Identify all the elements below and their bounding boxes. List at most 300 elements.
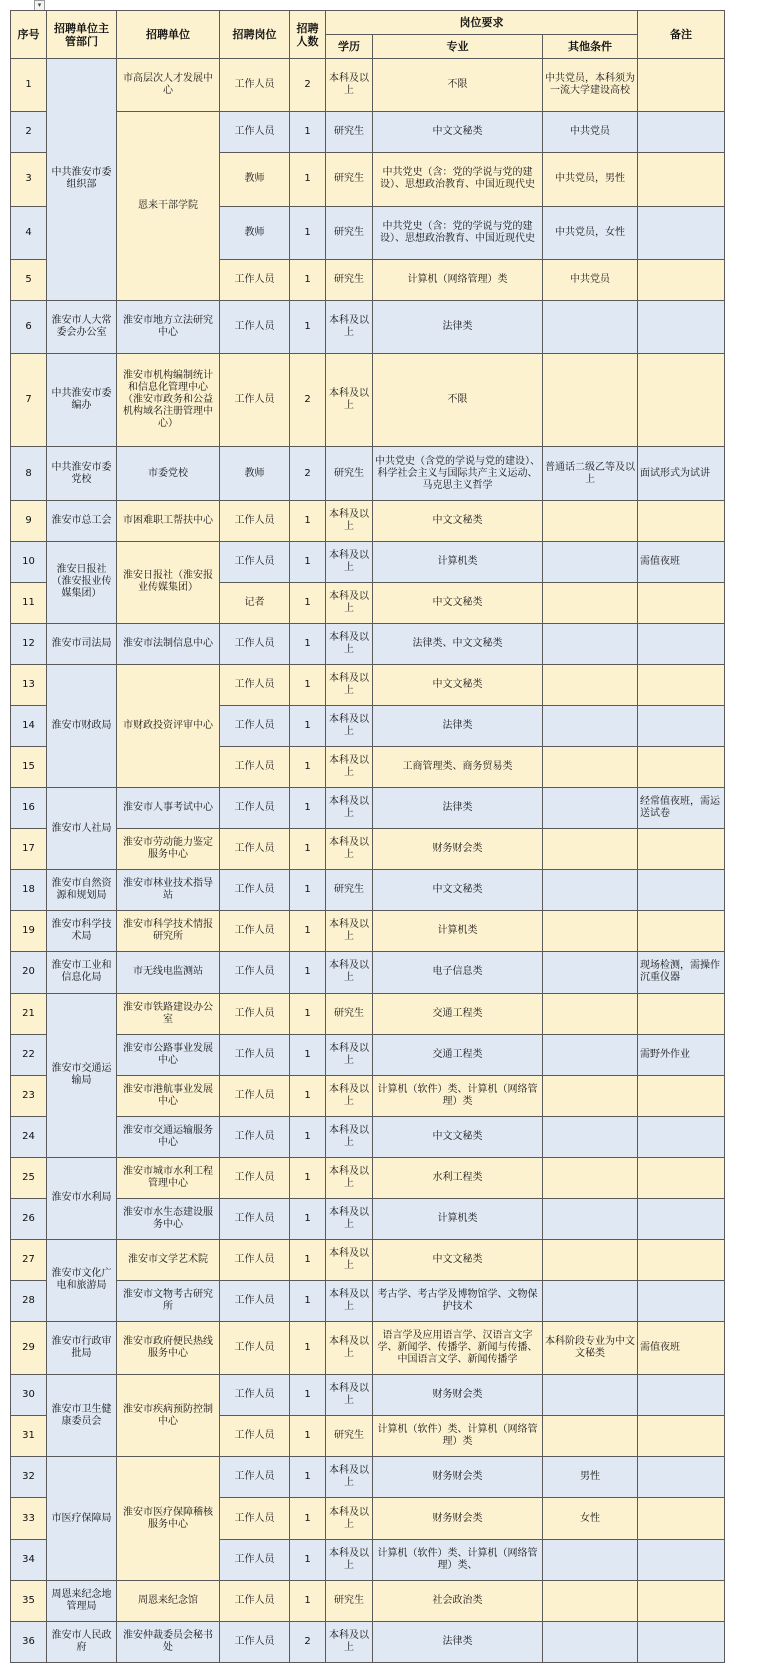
post-cell: 工作人员 xyxy=(220,829,290,870)
major-cell: 计算机类 xyxy=(373,541,543,582)
education-cell: 本科及以上 xyxy=(326,1322,373,1375)
seq-cell: 35 xyxy=(11,1580,47,1621)
table-row xyxy=(11,993,725,1034)
seq-cell: 31 xyxy=(11,1416,47,1457)
dept-cell: 淮安市自然资源和规划局 xyxy=(47,870,117,911)
major-cell: 计算机（软件）类、计算机（网络管理）类、 xyxy=(373,1539,543,1580)
dept-cell: 淮安日报社（淮安报业传媒集团） xyxy=(47,541,117,623)
count-cell: 1 xyxy=(290,541,326,582)
other-cell xyxy=(543,354,638,447)
other-cell xyxy=(543,1580,638,1621)
seq-cell: 20 xyxy=(11,952,47,993)
education-cell: 本科及以上 xyxy=(326,1457,373,1498)
other-cell xyxy=(543,623,638,664)
other-cell xyxy=(543,911,638,952)
note-cell xyxy=(638,1239,725,1280)
count-cell: 1 xyxy=(290,870,326,911)
note-cell: 需值夜班 xyxy=(638,541,725,582)
count-cell: 1 xyxy=(290,259,326,300)
major-cell: 中文文秘类 xyxy=(373,665,543,706)
table-row xyxy=(11,1116,725,1157)
major-cell: 法律类、中文文秘类 xyxy=(373,623,543,664)
post-cell: 教师 xyxy=(220,153,290,206)
note-cell: 经常值夜班，需运送试卷 xyxy=(638,788,725,829)
major-cell: 中文文秘类 xyxy=(373,112,543,153)
unit-cell: 淮安市人事考试中心 xyxy=(117,788,220,829)
other-cell xyxy=(543,1239,638,1280)
post-cell: 工作人员 xyxy=(220,952,290,993)
table-row xyxy=(11,1322,725,1375)
note-cell xyxy=(638,354,725,447)
post-cell: 工作人员 xyxy=(220,1580,290,1621)
post-cell: 工作人员 xyxy=(220,1239,290,1280)
count-cell: 1 xyxy=(290,300,326,353)
major-cell: 中文文秘类 xyxy=(373,582,543,623)
count-cell: 1 xyxy=(290,1498,326,1539)
dept-cell: 淮安市水利局 xyxy=(47,1157,117,1239)
post-cell: 工作人员 xyxy=(220,1034,290,1075)
count-cell: 1 xyxy=(290,1322,326,1375)
post-cell: 工作人员 xyxy=(220,870,290,911)
count-cell: 1 xyxy=(290,1539,326,1580)
unit-cell: 淮安市疾病预防控制中心 xyxy=(117,1375,220,1457)
note-cell xyxy=(638,500,725,541)
major-cell: 电子信息类 xyxy=(373,952,543,993)
major-cell: 财务财会类 xyxy=(373,1498,543,1539)
other-cell xyxy=(543,952,638,993)
count-cell: 1 xyxy=(290,665,326,706)
post-cell: 教师 xyxy=(220,447,290,500)
seq-cell: 16 xyxy=(11,788,47,829)
education-cell: 本科及以上 xyxy=(326,706,373,747)
post-cell: 工作人员 xyxy=(220,665,290,706)
note-cell xyxy=(638,1498,725,1539)
unit-cell: 淮安市港航事业发展中心 xyxy=(117,1075,220,1116)
table-row xyxy=(11,829,725,870)
seq-cell: 36 xyxy=(11,1621,47,1662)
note-cell xyxy=(638,747,725,788)
post-cell: 工作人员 xyxy=(220,1075,290,1116)
post-cell: 工作人员 xyxy=(220,500,290,541)
other-cell xyxy=(543,1075,638,1116)
unit-cell: 淮安市医疗保障稽核服务中心 xyxy=(117,1457,220,1580)
header-education: 学历 xyxy=(326,35,373,59)
count-cell: 1 xyxy=(290,1116,326,1157)
note-cell xyxy=(638,665,725,706)
other-cell xyxy=(543,1280,638,1321)
post-cell: 工作人员 xyxy=(220,1375,290,1416)
seq-cell: 18 xyxy=(11,870,47,911)
post-cell: 工作人员 xyxy=(220,59,290,112)
major-cell: 计算机（网络管理）类 xyxy=(373,259,543,300)
major-cell: 中文文秘类 xyxy=(373,1239,543,1280)
seq-cell: 4 xyxy=(11,206,47,259)
seq-cell: 21 xyxy=(11,993,47,1034)
unit-cell: 市财政投资评审中心 xyxy=(117,665,220,788)
table-move-handle[interactable]: ▾ xyxy=(34,0,45,11)
table-row xyxy=(11,1157,725,1198)
major-cell: 法律类 xyxy=(373,706,543,747)
unit-cell: 淮安市机构编制统计和信息化管理中心（淮安市政务和公益机构域名注册管理中心） xyxy=(117,354,220,447)
table-row xyxy=(11,870,725,911)
dept-cell: 淮安市卫生健康委员会 xyxy=(47,1375,117,1457)
dept-cell: 淮安市交通运输局 xyxy=(47,993,117,1157)
count-cell: 1 xyxy=(290,112,326,153)
education-cell: 本科及以上 xyxy=(326,1198,373,1239)
dept-cell: 中共淮安市委组织部 xyxy=(47,59,117,301)
education-cell: 本科及以上 xyxy=(326,788,373,829)
other-cell xyxy=(543,541,638,582)
other-cell xyxy=(543,1157,638,1198)
seq-cell: 27 xyxy=(11,1239,47,1280)
education-cell: 本科及以上 xyxy=(326,582,373,623)
header-count: 招聘人数 xyxy=(290,11,326,59)
count-cell: 1 xyxy=(290,1580,326,1621)
education-cell: 本科及以上 xyxy=(326,1239,373,1280)
table-row xyxy=(11,1580,725,1621)
unit-cell: 淮安日报社（淮安报业传媒集团） xyxy=(117,541,220,623)
table-row xyxy=(11,1198,725,1239)
note-cell xyxy=(638,59,725,112)
note-cell xyxy=(638,1198,725,1239)
major-cell: 计算机（软件）类、计算机（网络管理）类 xyxy=(373,1075,543,1116)
post-cell: 工作人员 xyxy=(220,112,290,153)
post-cell: 工作人员 xyxy=(220,1280,290,1321)
major-cell: 水利工程类 xyxy=(373,1157,543,1198)
table-row xyxy=(11,665,725,706)
seq-cell: 26 xyxy=(11,1198,47,1239)
note-cell xyxy=(638,153,725,206)
seq-cell: 32 xyxy=(11,1457,47,1498)
table-row xyxy=(11,1280,725,1321)
education-cell: 研究生 xyxy=(326,1580,373,1621)
major-cell: 中共党史（含党的学说与党的建设）、科学社会主义与国际共产主义运动、马克思主义哲学 xyxy=(373,447,543,500)
post-cell: 教师 xyxy=(220,206,290,259)
post-cell: 工作人员 xyxy=(220,706,290,747)
note-cell xyxy=(638,829,725,870)
education-cell: 本科及以上 xyxy=(326,59,373,112)
other-cell xyxy=(543,665,638,706)
other-cell xyxy=(543,747,638,788)
count-cell: 1 xyxy=(290,206,326,259)
major-cell: 语言学及应用语言学、汉语言文字学、新闻学、传播学、新闻与传播、中国语言文学、新闻传播学 xyxy=(373,1322,543,1375)
table-row xyxy=(11,1375,725,1416)
education-cell: 本科及以上 xyxy=(326,541,373,582)
count-cell: 1 xyxy=(290,993,326,1034)
note-cell xyxy=(638,259,725,300)
count-cell: 1 xyxy=(290,1457,326,1498)
dept-cell: 淮安市人大常委会办公室 xyxy=(47,300,117,353)
seq-cell: 34 xyxy=(11,1539,47,1580)
other-cell xyxy=(543,300,638,353)
table-row xyxy=(11,354,725,447)
seq-cell: 7 xyxy=(11,354,47,447)
education-cell: 研究生 xyxy=(326,259,373,300)
other-cell: 女性 xyxy=(543,1498,638,1539)
dept-cell: 淮安市人社局 xyxy=(47,788,117,870)
count-cell: 1 xyxy=(290,582,326,623)
count-cell: 1 xyxy=(290,747,326,788)
count-cell: 1 xyxy=(290,1034,326,1075)
other-cell: 中共党员 xyxy=(543,259,638,300)
note-cell xyxy=(638,623,725,664)
unit-cell: 淮安市铁路建设办公室 xyxy=(117,993,220,1034)
major-cell: 计算机（软件）类、计算机（网络管理）类 xyxy=(373,1416,543,1457)
unit-cell: 淮安市文物考古研究所 xyxy=(117,1280,220,1321)
major-cell: 中文文秘类 xyxy=(373,1116,543,1157)
unit-cell: 市高层次人才发展中心 xyxy=(117,59,220,112)
seq-cell: 8 xyxy=(11,447,47,500)
dept-cell: 淮安市人民政府 xyxy=(47,1621,117,1662)
recruitment-table xyxy=(10,10,725,1663)
count-cell: 1 xyxy=(290,952,326,993)
post-cell: 工作人员 xyxy=(220,1457,290,1498)
education-cell: 本科及以上 xyxy=(326,1498,373,1539)
post-cell: 工作人员 xyxy=(220,300,290,353)
major-cell: 不限 xyxy=(373,59,543,112)
count-cell: 1 xyxy=(290,1157,326,1198)
education-cell: 本科及以上 xyxy=(326,911,373,952)
education-cell: 本科及以上 xyxy=(326,829,373,870)
note-cell xyxy=(638,112,725,153)
post-cell: 工作人员 xyxy=(220,1116,290,1157)
post-cell: 工作人员 xyxy=(220,354,290,447)
post-cell: 工作人员 xyxy=(220,747,290,788)
seq-cell: 23 xyxy=(11,1075,47,1116)
seq-cell: 12 xyxy=(11,623,47,664)
seq-cell: 19 xyxy=(11,911,47,952)
major-cell: 工商管理类、商务贸易类 xyxy=(373,747,543,788)
other-cell xyxy=(543,1034,638,1075)
education-cell: 本科及以上 xyxy=(326,354,373,447)
other-cell: 中共党员，女性 xyxy=(543,206,638,259)
other-cell: 中共党员 xyxy=(543,112,638,153)
count-cell: 1 xyxy=(290,706,326,747)
major-cell: 考古学、考古学及博物馆学、文物保护技术 xyxy=(373,1280,543,1321)
seq-cell: 17 xyxy=(11,829,47,870)
unit-cell: 淮安市林业技术指导站 xyxy=(117,870,220,911)
dept-cell: 淮安市行政审批局 xyxy=(47,1322,117,1375)
unit-cell: 淮安市公路事业发展中心 xyxy=(117,1034,220,1075)
table-row xyxy=(11,447,725,500)
unit-cell: 周恩来纪念馆 xyxy=(117,1580,220,1621)
header-major: 专业 xyxy=(373,35,543,59)
major-cell: 中文文秘类 xyxy=(373,500,543,541)
education-cell: 研究生 xyxy=(326,447,373,500)
count-cell: 2 xyxy=(290,1621,326,1662)
other-cell xyxy=(543,1116,638,1157)
other-cell: 普通话二级乙等及以上 xyxy=(543,447,638,500)
note-cell xyxy=(638,1539,725,1580)
education-cell: 本科及以上 xyxy=(326,623,373,664)
seq-cell: 22 xyxy=(11,1034,47,1075)
unit-cell: 市困难职工帮扶中心 xyxy=(117,500,220,541)
note-cell: 现场检测，需操作沉重仪器 xyxy=(638,952,725,993)
post-cell: 记者 xyxy=(220,582,290,623)
seq-cell: 10 xyxy=(11,541,47,582)
post-cell: 工作人员 xyxy=(220,1498,290,1539)
post-cell: 工作人员 xyxy=(220,623,290,664)
note-cell xyxy=(638,1580,725,1621)
note-cell xyxy=(638,1416,725,1457)
major-cell: 法律类 xyxy=(373,788,543,829)
major-cell: 计算机类 xyxy=(373,911,543,952)
note-cell xyxy=(638,582,725,623)
seq-cell: 25 xyxy=(11,1157,47,1198)
note-cell: 面试形式为试讲 xyxy=(638,447,725,500)
major-cell: 交通工程类 xyxy=(373,1034,543,1075)
seq-cell: 13 xyxy=(11,665,47,706)
education-cell: 研究生 xyxy=(326,1416,373,1457)
dept-cell: 中共淮安市委编办 xyxy=(47,354,117,447)
count-cell: 2 xyxy=(290,447,326,500)
education-cell: 研究生 xyxy=(326,870,373,911)
count-cell: 1 xyxy=(290,911,326,952)
other-cell xyxy=(543,582,638,623)
major-cell: 交通工程类 xyxy=(373,993,543,1034)
education-cell: 研究生 xyxy=(326,206,373,259)
count-cell: 1 xyxy=(290,500,326,541)
count-cell: 1 xyxy=(290,1416,326,1457)
seq-cell: 29 xyxy=(11,1322,47,1375)
other-cell xyxy=(543,829,638,870)
post-cell: 工作人员 xyxy=(220,259,290,300)
note-cell xyxy=(638,1621,725,1662)
unit-cell: 市无线电监测站 xyxy=(117,952,220,993)
note-cell: 需值夜班 xyxy=(638,1322,725,1375)
education-cell: 本科及以上 xyxy=(326,1116,373,1157)
other-cell xyxy=(543,1416,638,1457)
post-cell: 工作人员 xyxy=(220,541,290,582)
other-cell xyxy=(543,1539,638,1580)
seq-cell: 14 xyxy=(11,706,47,747)
major-cell: 不限 xyxy=(373,354,543,447)
table-row xyxy=(11,623,725,664)
post-cell: 工作人员 xyxy=(220,1416,290,1457)
seq-cell: 6 xyxy=(11,300,47,353)
table-row xyxy=(11,500,725,541)
seq-cell: 9 xyxy=(11,500,47,541)
table-row xyxy=(11,541,725,582)
post-cell: 工作人员 xyxy=(220,993,290,1034)
count-cell: 1 xyxy=(290,1075,326,1116)
count-cell: 1 xyxy=(290,788,326,829)
header-requirements: 岗位要求 xyxy=(326,11,638,35)
seq-cell: 5 xyxy=(11,259,47,300)
dept-cell: 淮安市财政局 xyxy=(47,665,117,788)
count-cell: 2 xyxy=(290,59,326,112)
count-cell: 2 xyxy=(290,354,326,447)
education-cell: 本科及以上 xyxy=(326,952,373,993)
other-cell xyxy=(543,1375,638,1416)
note-cell xyxy=(638,206,725,259)
count-cell: 1 xyxy=(290,829,326,870)
header-dept: 招聘单位主管部门 xyxy=(47,11,117,59)
major-cell: 计算机类 xyxy=(373,1198,543,1239)
education-cell: 本科及以上 xyxy=(326,747,373,788)
education-cell: 研究生 xyxy=(326,153,373,206)
unit-cell: 淮安市交通运输服务中心 xyxy=(117,1116,220,1157)
unit-cell: 恩来干部学院 xyxy=(117,112,220,301)
seq-cell: 33 xyxy=(11,1498,47,1539)
seq-cell: 3 xyxy=(11,153,47,206)
count-cell: 1 xyxy=(290,1375,326,1416)
post-cell: 工作人员 xyxy=(220,1198,290,1239)
unit-cell: 淮安市城市水利工程管理中心 xyxy=(117,1157,220,1198)
education-cell: 本科及以上 xyxy=(326,300,373,353)
note-cell xyxy=(638,300,725,353)
dept-cell: 淮安市司法局 xyxy=(47,623,117,664)
note-cell xyxy=(638,1157,725,1198)
education-cell: 本科及以上 xyxy=(326,500,373,541)
note-cell xyxy=(638,1375,725,1416)
education-cell: 本科及以上 xyxy=(326,1034,373,1075)
other-cell xyxy=(543,500,638,541)
seq-cell: 11 xyxy=(11,582,47,623)
seq-cell: 24 xyxy=(11,1116,47,1157)
unit-cell: 淮安市劳动能力鉴定服务中心 xyxy=(117,829,220,870)
header-note: 备注 xyxy=(638,11,725,59)
other-cell xyxy=(543,788,638,829)
seq-cell: 28 xyxy=(11,1280,47,1321)
count-cell: 1 xyxy=(290,153,326,206)
seq-cell: 2 xyxy=(11,112,47,153)
table-row xyxy=(11,59,725,112)
other-cell: 男性 xyxy=(543,1457,638,1498)
education-cell: 研究生 xyxy=(326,993,373,1034)
count-cell: 1 xyxy=(290,1280,326,1321)
note-cell xyxy=(638,1075,725,1116)
dept-cell: 中共淮安市委党校 xyxy=(47,447,117,500)
count-cell: 1 xyxy=(290,1198,326,1239)
other-cell: 中共党员，男性 xyxy=(543,153,638,206)
post-cell: 工作人员 xyxy=(220,1539,290,1580)
note-cell xyxy=(638,1457,725,1498)
header-seq: 序号 xyxy=(11,11,47,59)
post-cell: 工作人员 xyxy=(220,1621,290,1662)
note-cell xyxy=(638,870,725,911)
major-cell: 财务财会类 xyxy=(373,829,543,870)
major-cell: 财务财会类 xyxy=(373,1457,543,1498)
count-cell: 1 xyxy=(290,1239,326,1280)
education-cell: 本科及以上 xyxy=(326,665,373,706)
major-cell: 法律类 xyxy=(373,300,543,353)
unit-cell: 淮安市政府便民热线服务中心 xyxy=(117,1322,220,1375)
seq-cell: 15 xyxy=(11,747,47,788)
education-cell: 本科及以上 xyxy=(326,1539,373,1580)
table-row xyxy=(11,112,725,153)
table-row xyxy=(11,1034,725,1075)
dept-cell: 淮安市总工会 xyxy=(47,500,117,541)
post-cell: 工作人员 xyxy=(220,1322,290,1375)
other-cell xyxy=(543,706,638,747)
education-cell: 本科及以上 xyxy=(326,1375,373,1416)
table-row xyxy=(11,788,725,829)
count-cell: 1 xyxy=(290,623,326,664)
major-cell: 中共党史（含：党的学说与党的建设）、思想政治教育、中国近现代史 xyxy=(373,206,543,259)
other-cell xyxy=(543,993,638,1034)
table-row xyxy=(11,1457,725,1498)
note-cell xyxy=(638,1280,725,1321)
other-cell xyxy=(543,1198,638,1239)
note-cell xyxy=(638,706,725,747)
education-cell: 研究生 xyxy=(326,112,373,153)
major-cell: 社会政治类 xyxy=(373,1580,543,1621)
major-cell: 中共党史（含：党的学说与党的建设）、思想政治教育、中国近现代史 xyxy=(373,153,543,206)
other-cell: 本科阶段专业为中文文秘类 xyxy=(543,1322,638,1375)
table-row xyxy=(11,952,725,993)
unit-cell: 淮安市法制信息中心 xyxy=(117,623,220,664)
